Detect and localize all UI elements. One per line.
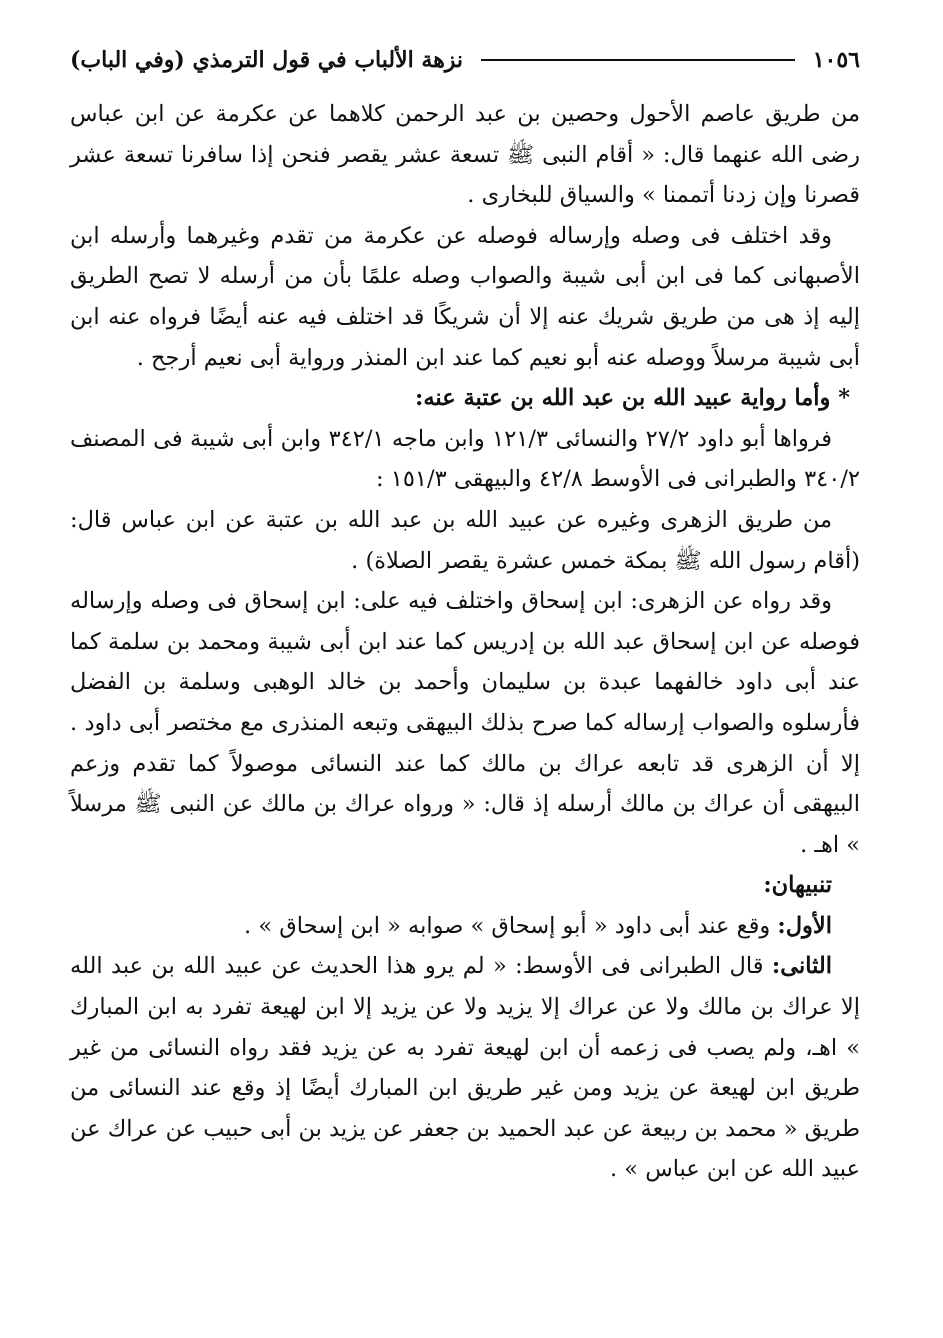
header-rule — [481, 59, 795, 61]
note-first-label: الأول: — [777, 912, 832, 939]
section-heading — [70, 378, 860, 419]
note-second-text: قال الطبرانى فى الأوسط: « لم يرو هذا الحديث عن عبيد الله بن عبد الله إلا عراك بن مالك ولا عن عراك إلا يزيد ولا عن يزيد إلا ابن لهيعة تفرد به ابن المبارك » اهـ، ولم يصب فى زعمه أن ابن لهيعة تفرد به عن يزيد فقد رواه النسائى من غير طريق ابن لهيعة عن يزيد ومن غير طريق ابن المبارك أيضًا إذ وقع عند النسائى من طريق « محمد بن ربيعة عن عبد الحميد بن جعفر عن يزيد بن أبى حبيب عن عراك عن عبيد الله عن ابن عباس » . — [70, 953, 860, 1183]
star-marker: * — [838, 385, 850, 412]
section-heading-text: وأما رواية عبيد الله بن عبد الله بن عتبة عنه: — [415, 385, 831, 412]
body-text — [70, 94, 860, 1190]
page-number: ١٠٥٦ — [812, 47, 860, 73]
paragraph-isnad-asim: من طريق عاصم الأحول وحصين بن عبد الرحمن كلاهما عن عكرمة عن ابن عباس رضى الله عنهما قال: « أقام النبى ﷺ تسعة عشر يقصر فنحن إذا سافرنا تسعة عشر قصرنا وإن زدنا أتممنا » والسياق للبخارى . — [70, 101, 860, 209]
book-title: نزهة الألباب في قول الترمذي (وفي الباب) — [70, 47, 464, 73]
paragraph-zuhri-route: من طريق الزهرى وغيره عن عبيد الله بن عبد الله بن عتبة عن ابن عباس قال: (أقام رسول الله ﷺ بمكة خمس عشرة يقصر الصلاة) . — [70, 506, 860, 574]
note-second-label: الثانى: — [771, 953, 832, 980]
note-first-text: وقع عند أبى داود « أبو إسحاق » صوابه « ابن إسحاق » . — [244, 912, 771, 939]
page — [70, 40, 860, 1310]
paragraph-ikhtilaf: وقد اختلف فى وصله وإرساله فوصله عن عكرمة من تقدم وغيرهما وأرسله ابن الأصبهانى كما فى ابن أبى شيبة والصواب وصله علمًا بأن من أرسله لا تصح الطريق إليه إذ هى من طريق شريك عنه إلا أن شريكًا قد اختلف فيه عنه أيضًا فرواه عنه ابن أبى شيبة مرسلاً ووصله عنه أبو نعيم كما عند ابن المنذر ورواية أبى نعيم أرجح . — [70, 222, 860, 371]
note-second — [70, 946, 860, 1190]
running-header — [70, 40, 860, 80]
paragraph-ibn-ishaq: وقد رواه عن الزهرى: ابن إسحاق واختلف فيه على: ابن إسحاق فى وصله وإرساله فوصله عن ابن إسحاق عبد الله بن إدريس كما عند ابن أبى شيبة ومحمد بن سلمة كما عند أبى داود خالفهما عبدة بن سليمان وأحمد بن خالد الوهبى وسلمة بن الفضل فأرسلوه والصواب إرساله كما صرح بذلك البيهقى وتبعه المنذرى مع مختصر أبى داود . إلا أن الزهرى قد تابعه عراك بن مالك كما عند النسائى موصولاً كما تقدم وزعم البيهقى أن عراك بن مالك أرسله إذ قال: « ورواه عراك بن مالك عن النبى ﷺ مرسلاً » اهـ . — [70, 588, 860, 858]
paragraph-takhrij: فرواها أبو داود ٢٧/٢ والنسائى ١٢١/٣ وابن ماجه ٣٤٢/١ وابن أبى شيبة فى المصنف ٣٤٠/٢ والطبرانى فى الأوسط ٤٢/٨ والبيهقى ١٥١/٣ : — [70, 425, 860, 493]
note-first — [70, 906, 860, 947]
notes-heading: تنبيهان: — [763, 872, 832, 899]
